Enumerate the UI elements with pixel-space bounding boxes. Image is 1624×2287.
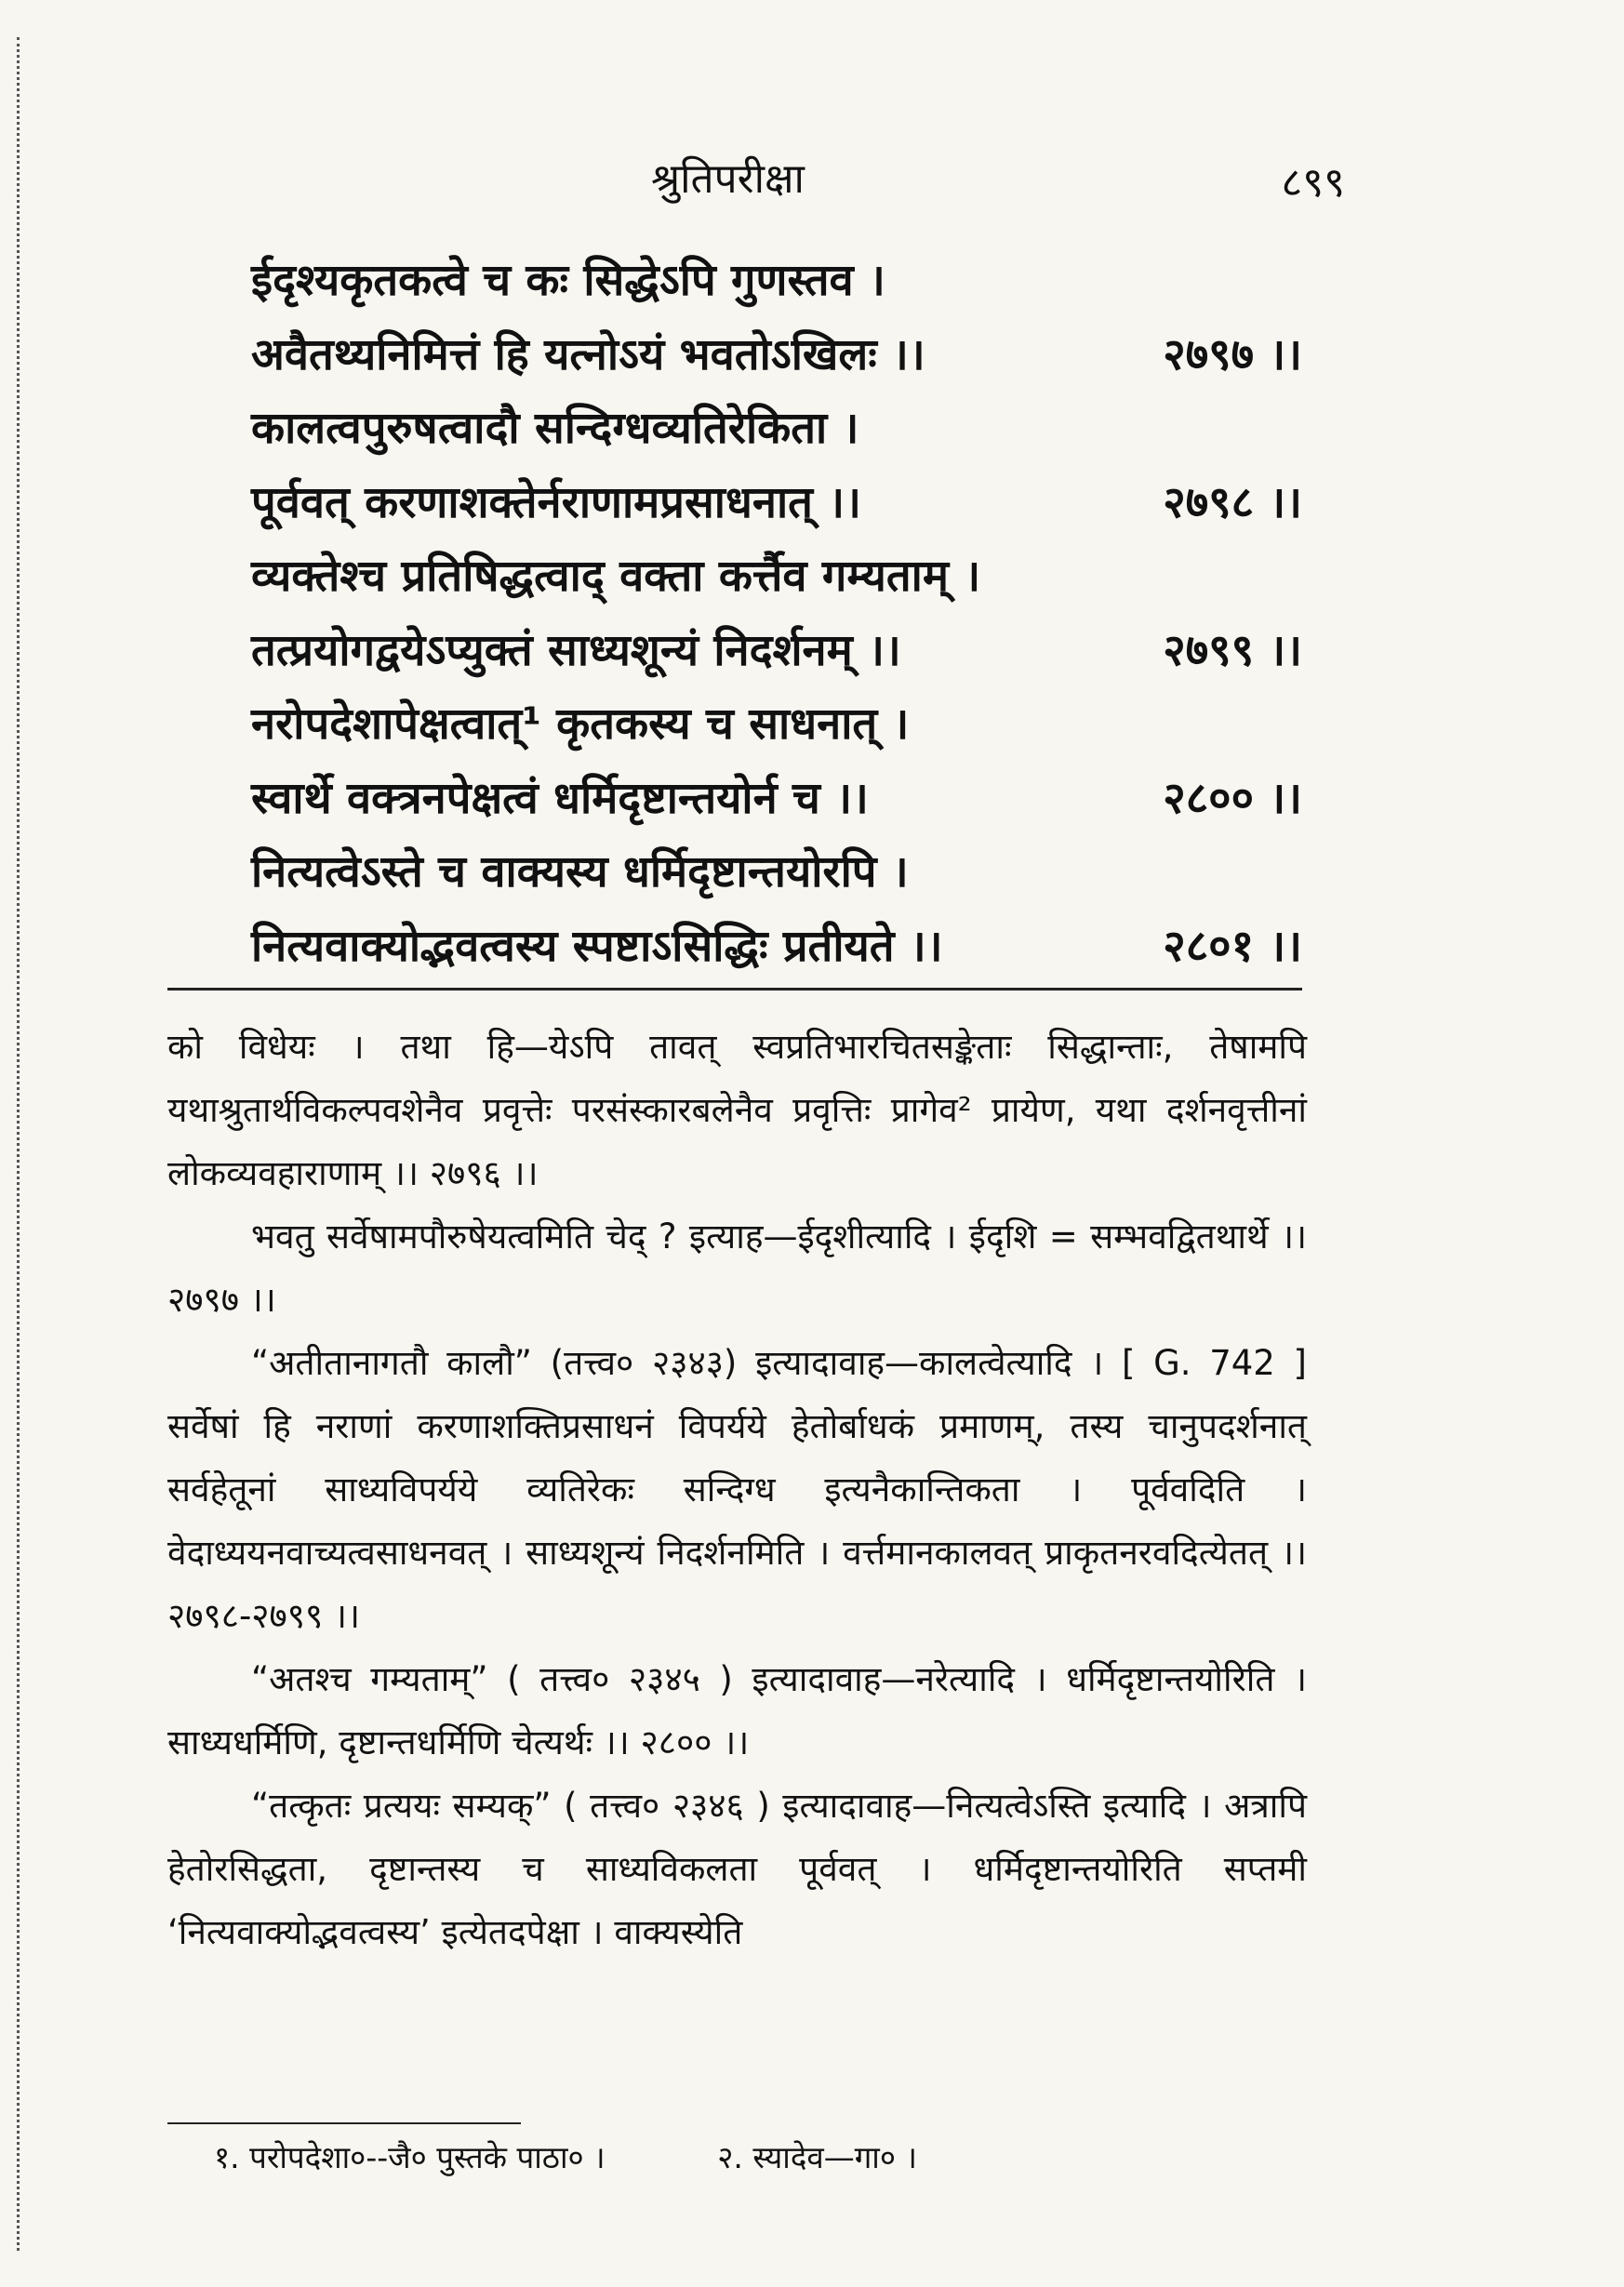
verse-line [251, 762, 1302, 836]
verse-number: २७९८ ।। [1163, 476, 1302, 528]
commentary-block [167, 1016, 1307, 1964]
footnote: १. परोपदेशा०--जै० पुस्तके पाठा० । [214, 2139, 606, 2175]
footnote: २. स्यादेव—गा० । [717, 2139, 918, 2175]
running-title: श्रुतिपरीक्षा [651, 155, 805, 203]
verse-number: २८०० ।। [1163, 772, 1302, 824]
verse-number: २७९७ ।। [1163, 328, 1302, 380]
verse-text: अवैतथ्यनिमित्तं हि यत्नोऽयं भवतोऽखिलः ।। [251, 328, 925, 380]
footnotes [214, 2135, 1237, 2177]
page-number: ८९९ [1281, 159, 1345, 206]
verse-line [251, 687, 1302, 762]
verse-text: नित्यत्वेऽस्ते च वाक्यस्य धर्मिदृष्टान्तयोरपि । [251, 846, 909, 898]
verse-block [251, 244, 1302, 983]
verse-line [251, 244, 1302, 318]
verse-text: ईदृश्यकृतकत्वे च कः सिद्धेऽपि गुणस्तव । [251, 255, 885, 306]
commentary-paragraph: “अतीतानागतौ कालौ” (तत्त्व० २३४३) इत्यादावाह—कालत्वेत्यादि । [ G. 742 ] सर्वेषां हि नराणां करणाशक्तिप्रसाधनं विपर्यये हेतोर्बाधकं प्रमाणम्, तस्य चानुपदर्शनात् सर्वहेतूनां साध्यविपर्यये व्यतिरेकः सन्दिग्ध इत्यनैकान्तिकता । पूर्ववदिति । वेदाध्ययनवाच्यत्वसाधनवत् । साध्यशून्यं निदर्शनमिति । वर्त्तमानकालवत् प्राकृतनरवदित्येतत् ।। २७९८-२७९९ ।। [167, 1343, 1307, 1636]
verse-text: तत्प्रयोगद्वयेऽप्युक्तं साध्यशून्यं निदर्शनम् ।। [251, 624, 901, 676]
commentary-paragraph: “तत्कृतः प्रत्ययः सम्यक्” ( तत्त्व० २३४६ ) इत्यादावाह—नित्यत्वेऽस्ति इत्यादि । अत्रापि हेतोरसिद्धता, दृष्टान्तस्य च साध्यविकलता पूर्ववत् । धर्मिदृष्टान्तयोरिति सप्तमी ‘नित्यवाक्योद्भवत्वस्य’ इत्येतदपेक्षा । वाक्यस्येति [167, 1786, 1307, 1952]
verse-line [251, 614, 1302, 688]
verse-number: २८०१ ।। [1163, 920, 1302, 972]
verse-text: नित्यवाक्योद्भवत्वस्य स्पष्टाऽसिद्धिः प्रतीयते ।। [251, 920, 943, 972]
commentary-paragraph: “अतश्च गम्यताम्” ( तत्त्व० २३४५ ) इत्यादावाह—नरेत्यादि । धर्मिदृष्टान्तयोरिति । साध्यधर्मिणि, दृष्टान्तधर्मिणि चेत्यर्थः ।। २८०० ।। [167, 1659, 1307, 1762]
verse-number: २७९९ ।। [1163, 624, 1302, 676]
commentary-paragraph: को विधेयः । तथा हि—येऽपि तावत् स्वप्रतिभारचितसङ्केताः सिद्धान्ताः, तेषामपि यथाश्रुतार्थविकल्पवशेनैव प्रवृत्तेः परसंस्कारबलेनैव प्रवृत्तिः प्रागेव² प्रायेण, यथा दर्शनवृत्तीनां लोकव्यवहाराणाम् ।। २७९६ ।। [167, 1027, 1307, 1193]
verse-text: व्यक्तेश्च प्रतिषिद्धत्वाद् वक्ता कर्त्तैव गम्यताम् । [251, 551, 981, 602]
page-header [0, 149, 1624, 205]
verse-commentary-divider [167, 988, 1302, 991]
verse-line [251, 539, 1302, 614]
verse-line [251, 910, 1302, 984]
book-binding-edge [17, 37, 27, 2251]
verse-line [251, 466, 1302, 540]
verse-line [251, 392, 1302, 466]
verse-line [251, 318, 1302, 392]
verse-text: नरोपदेशापेक्षत्वात्¹ कृतकस्य च साधनात् । [251, 698, 910, 750]
verse-text: स्वार्थे वक्त्रनपेक्षत्वं धर्मिदृष्टान्तयोर्न च ।। [251, 772, 869, 824]
verse-text: पूर्ववत् करणाशक्तेर्नराणामप्रसाधनात् ।। [251, 476, 861, 528]
verse-line [251, 835, 1302, 910]
footnote-divider [167, 2122, 521, 2124]
commentary-paragraph: भवतु सर्वेषामपौरुषेयत्वमिति चेद् ? इत्याह—ईदृशीत्यादि । ईदृशि = सम्भवद्वितथार्थे ।। २७९७ ।। [167, 1217, 1307, 1320]
verse-text: कालत्वपुरुषत्वादौ सन्दिग्धव्यतिरेकिता । [251, 403, 859, 454]
